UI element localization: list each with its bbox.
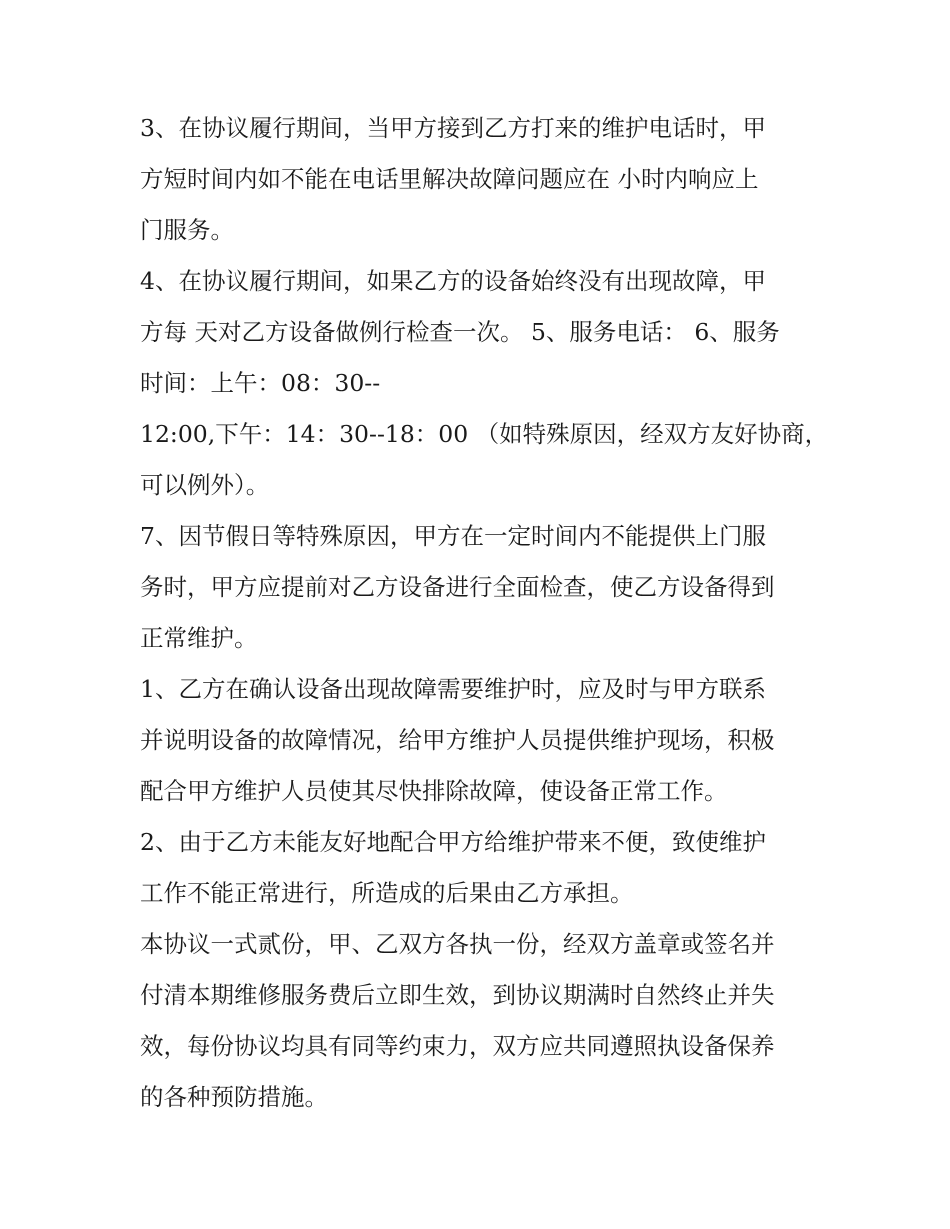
- text-line: 并说明设备的故障情况，给甲方维护人员提供维护现场，积极: [140, 726, 775, 754]
- text-line: 可以例外）。: [140, 471, 270, 499]
- text-line: 正常维护。: [140, 624, 258, 652]
- text-line: 12:00,下午：14：30--18：00 （如特殊原因，经双方友好协商，: [140, 420, 829, 448]
- text-line: 本协议一式贰份，甲、乙双方各执一份，经双方盖章或签名并: [140, 930, 775, 958]
- text-line: 门服务。: [140, 216, 234, 244]
- text-line: 付清本期维修服务费后立即生效，到协议期满时自然终止并失: [140, 981, 775, 1009]
- text-line: 时间：上午：08：30--: [140, 369, 381, 397]
- text-line: 7、因节假日等特殊原因，甲方在一定时间内不能提供上门服: [140, 522, 766, 550]
- text-line: 配合甲方维护人员使其尽快排除故障，使设备正常工作。: [140, 777, 728, 805]
- clause-4-paragraph: [140, 256, 820, 409]
- clause-3-paragraph: [140, 103, 820, 256]
- party-b-clause-1-paragraph: [140, 664, 820, 817]
- text-line: 方短时间内如不能在电话里解决故障问题应在 小时内响应上: [140, 165, 759, 193]
- text-line: 方每 天对乙方设备做例行检查一次。 5、服务电话： 6、服务: [140, 318, 780, 346]
- document-body: [140, 103, 829, 1123]
- text-line: 3、在协议履行期间，当甲方接到乙方打来的维护电话时，甲: [140, 114, 766, 142]
- text-line: 2、由于乙方未能友好地配合甲方给维护带来不便，致使维护: [140, 828, 766, 856]
- closing-paragraph: [140, 919, 820, 1123]
- party-b-clause-2-paragraph: [140, 817, 820, 919]
- text-line: 4、在协议履行期间，如果乙方的设备始终没有出现故障，甲: [140, 267, 766, 295]
- text-line: 工作不能正常进行，所造成的后果由乙方承担。: [140, 879, 634, 907]
- text-line: 1、乙方在确认设备出现故障需要维护时，应及时与甲方联系: [140, 675, 766, 703]
- service-hours-paragraph: [140, 409, 829, 511]
- text-line: 的各种预防措施。: [140, 1083, 328, 1111]
- text-line: 务时，甲方应提前对乙方设备进行全面检查，使乙方设备得到: [140, 573, 775, 601]
- text-line: 效，每份协议均具有同等约束力，双方应共同遵照执设备保养: [140, 1032, 775, 1060]
- clause-7-paragraph: [140, 511, 820, 664]
